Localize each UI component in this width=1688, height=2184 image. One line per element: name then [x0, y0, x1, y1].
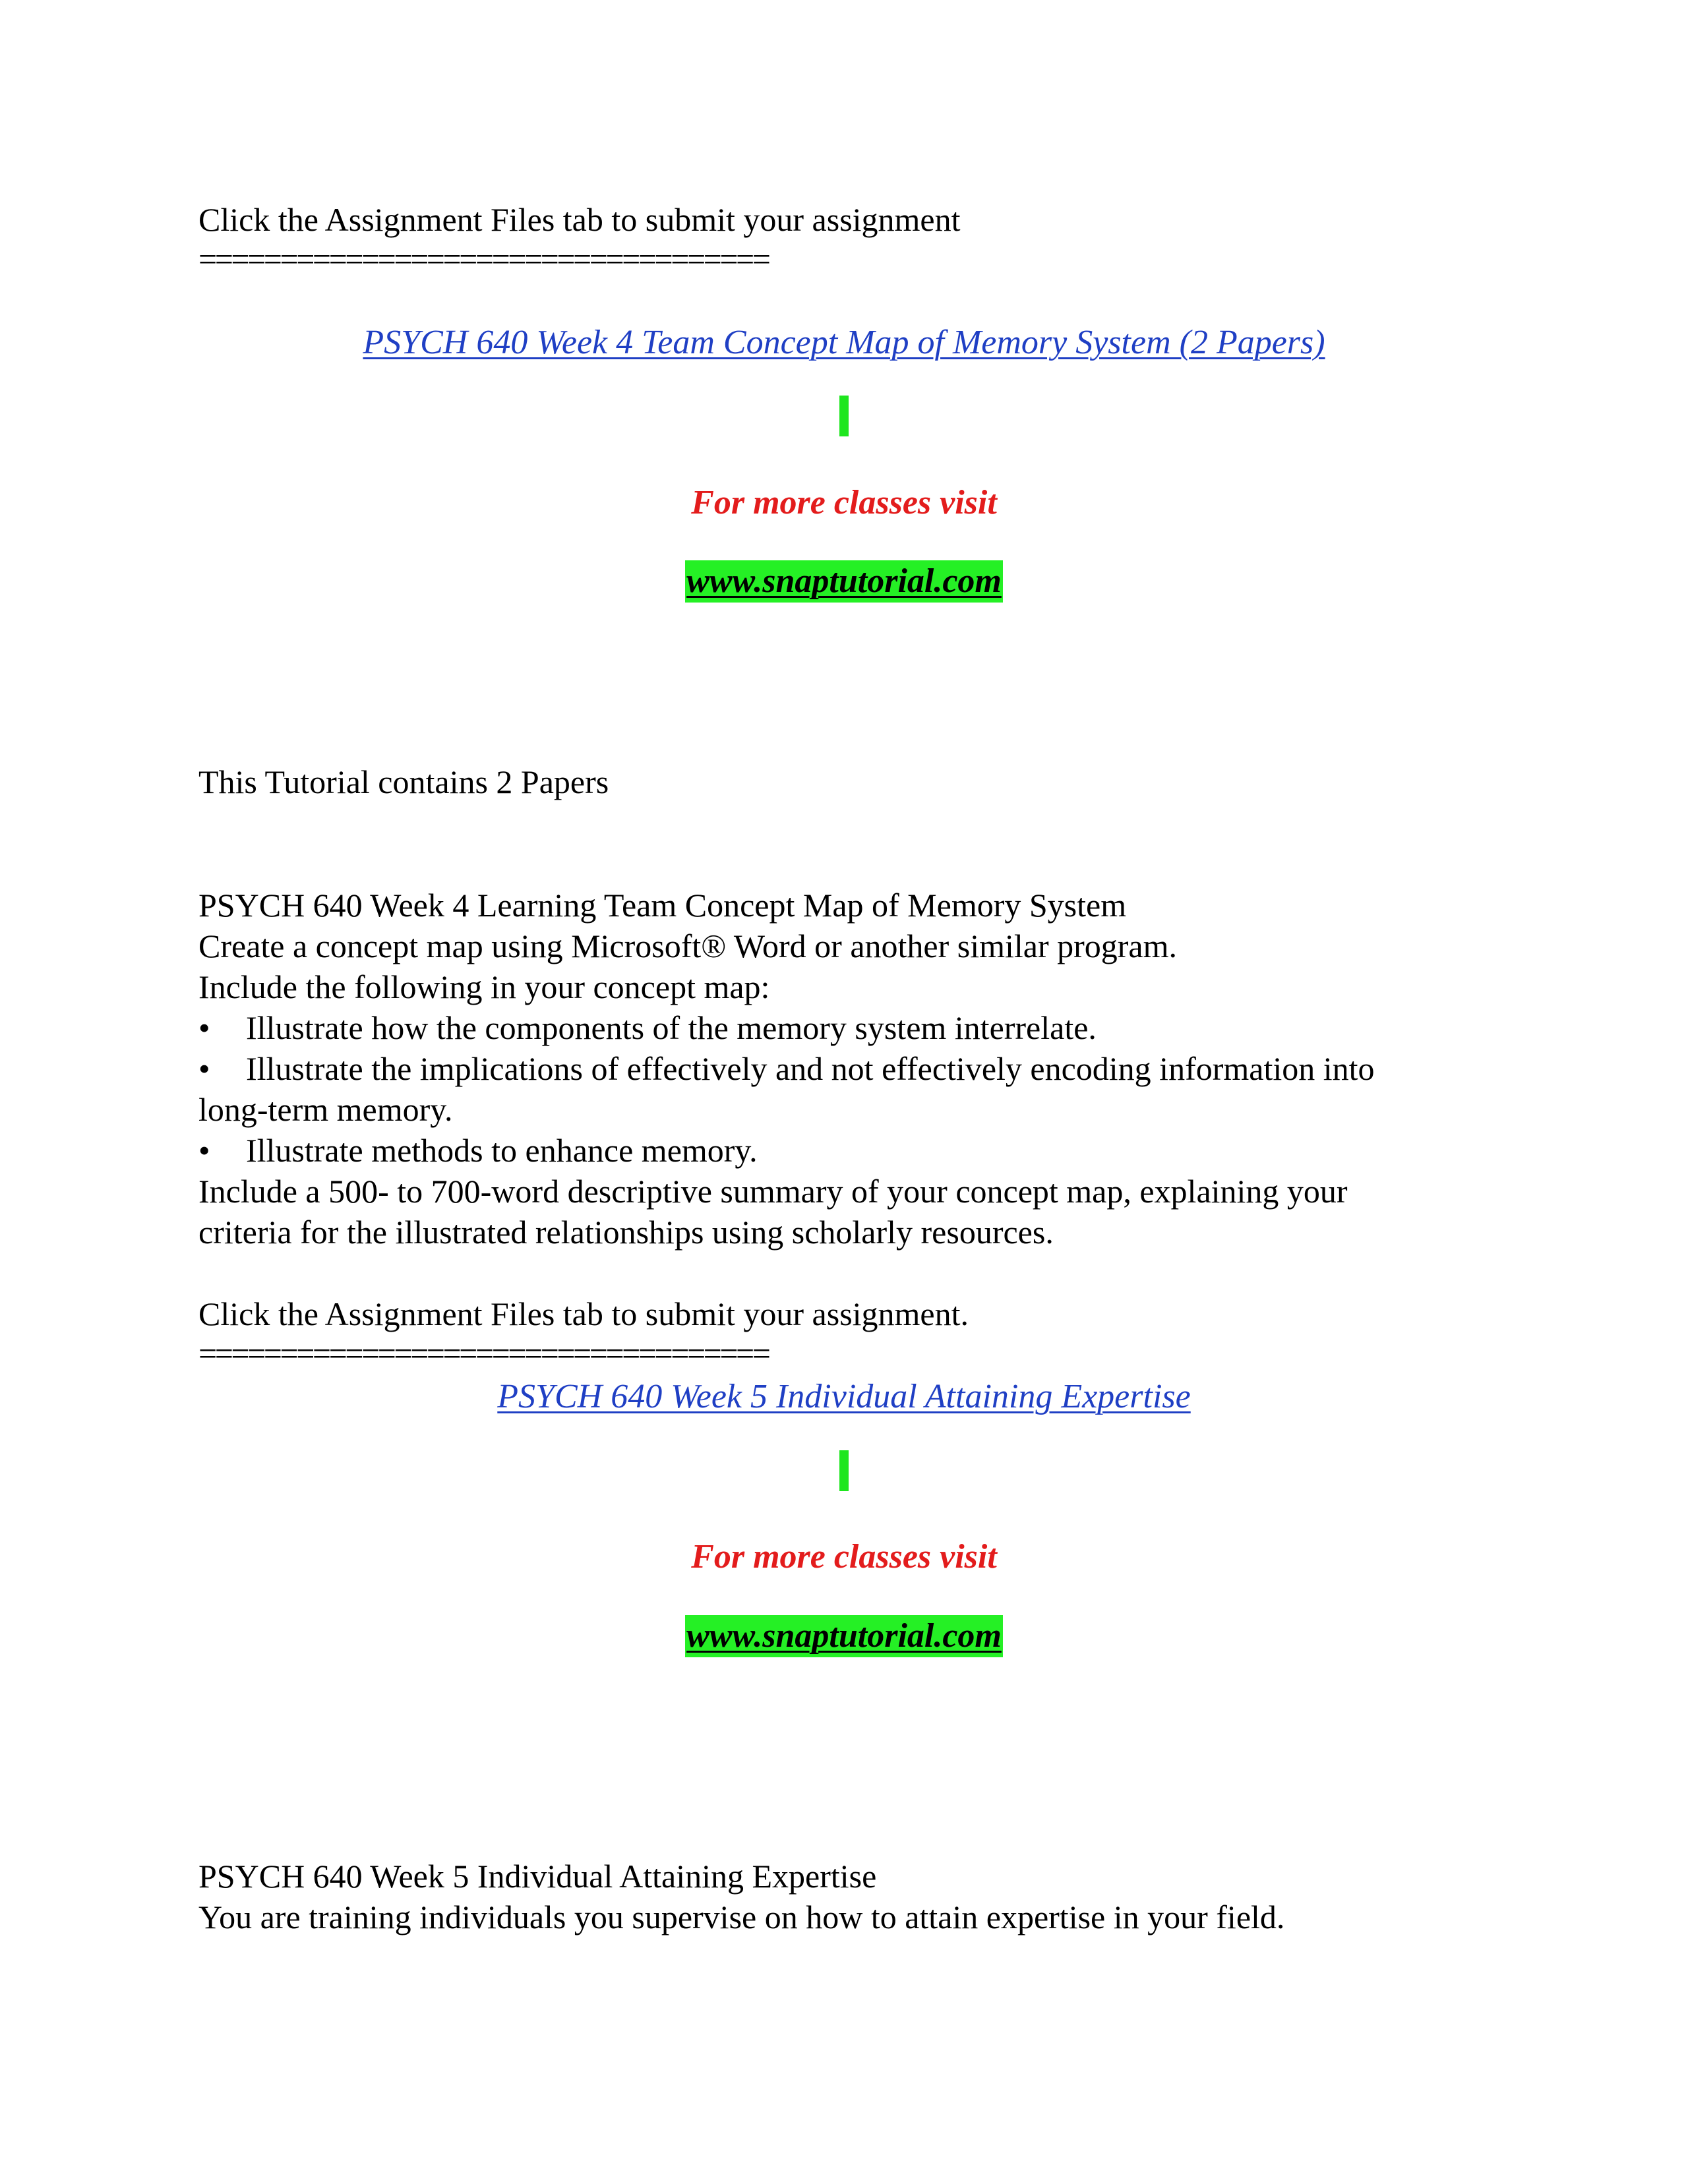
bullet-dot: •: [198, 1050, 210, 1087]
bullet-dot: •: [198, 1132, 210, 1169]
week4-line-1: Create a concept map using Microsoft® Word or another similar program.: [198, 928, 1178, 964]
bullet-text: Illustrate the implications of effectively and not effectively encoding information into: [246, 1050, 1375, 1087]
text-cursor-marker: [839, 1450, 849, 1491]
week4-site-link[interactable]: www.snaptutorial.com: [685, 560, 1003, 603]
week4-heading: PSYCH 640 Week 4 Learning Team Concept Map of Memory System: [198, 887, 1127, 924]
bullet-text: Illustrate how the components of the memory system interrelate.: [246, 1009, 1097, 1046]
week5-title-link[interactable]: PSYCH 640 Week 5 Individual Attaining Expertise: [497, 1378, 1191, 1415]
intro-line: Click the Assignment Files tab to submit your assignment: [198, 201, 961, 238]
tutorial-note: This Tutorial contains 2 Papers: [198, 763, 609, 800]
separator-top: ===================================: [198, 241, 769, 278]
summary-line-2: criteria for the illustrated relationships using scholarly resources.: [198, 1214, 1054, 1251]
bullet-dot: •: [198, 1009, 210, 1046]
week5-line-1: You are training individuals you supervise on how to attain expertise in your field.: [198, 1899, 1285, 1935]
week5-site-row: [0, 1615, 1688, 1657]
week5-link-row: [0, 1376, 1688, 1418]
bullet-continuation: long-term memory.: [198, 1091, 453, 1128]
week4-link-row: [0, 322, 1688, 364]
week4-line-2: Include the following in your concept map:: [198, 968, 770, 1005]
bullet-item: [198, 1048, 1375, 1089]
week5-site-link[interactable]: www.snaptutorial.com: [685, 1615, 1003, 1657]
week5-promo-text: For more classes visit: [691, 1538, 997, 1576]
week4-submit-line: Click the Assignment Files tab to submit your assignment.: [198, 1295, 969, 1332]
text-cursor-marker: [839, 396, 849, 436]
week4-promo-text: For more classes visit: [691, 484, 997, 521]
bullet-item: [198, 1007, 1097, 1048]
separator-middle: ===================================: [198, 1335, 769, 1372]
bullet-text: Illustrate methods to enhance memory.: [246, 1132, 758, 1169]
week5-heading: PSYCH 640 Week 5 Individual Attaining Expertise: [198, 1858, 877, 1895]
bullet-item: [198, 1130, 758, 1171]
week4-title-link[interactable]: PSYCH 640 Week 4 Team Concept Map of Memory System (2 Papers): [363, 324, 1325, 361]
summary-line-1: Include a 500- to 700-word descriptive summary of your concept map, explaining your: [198, 1173, 1348, 1210]
week4-site-row: [0, 560, 1688, 603]
